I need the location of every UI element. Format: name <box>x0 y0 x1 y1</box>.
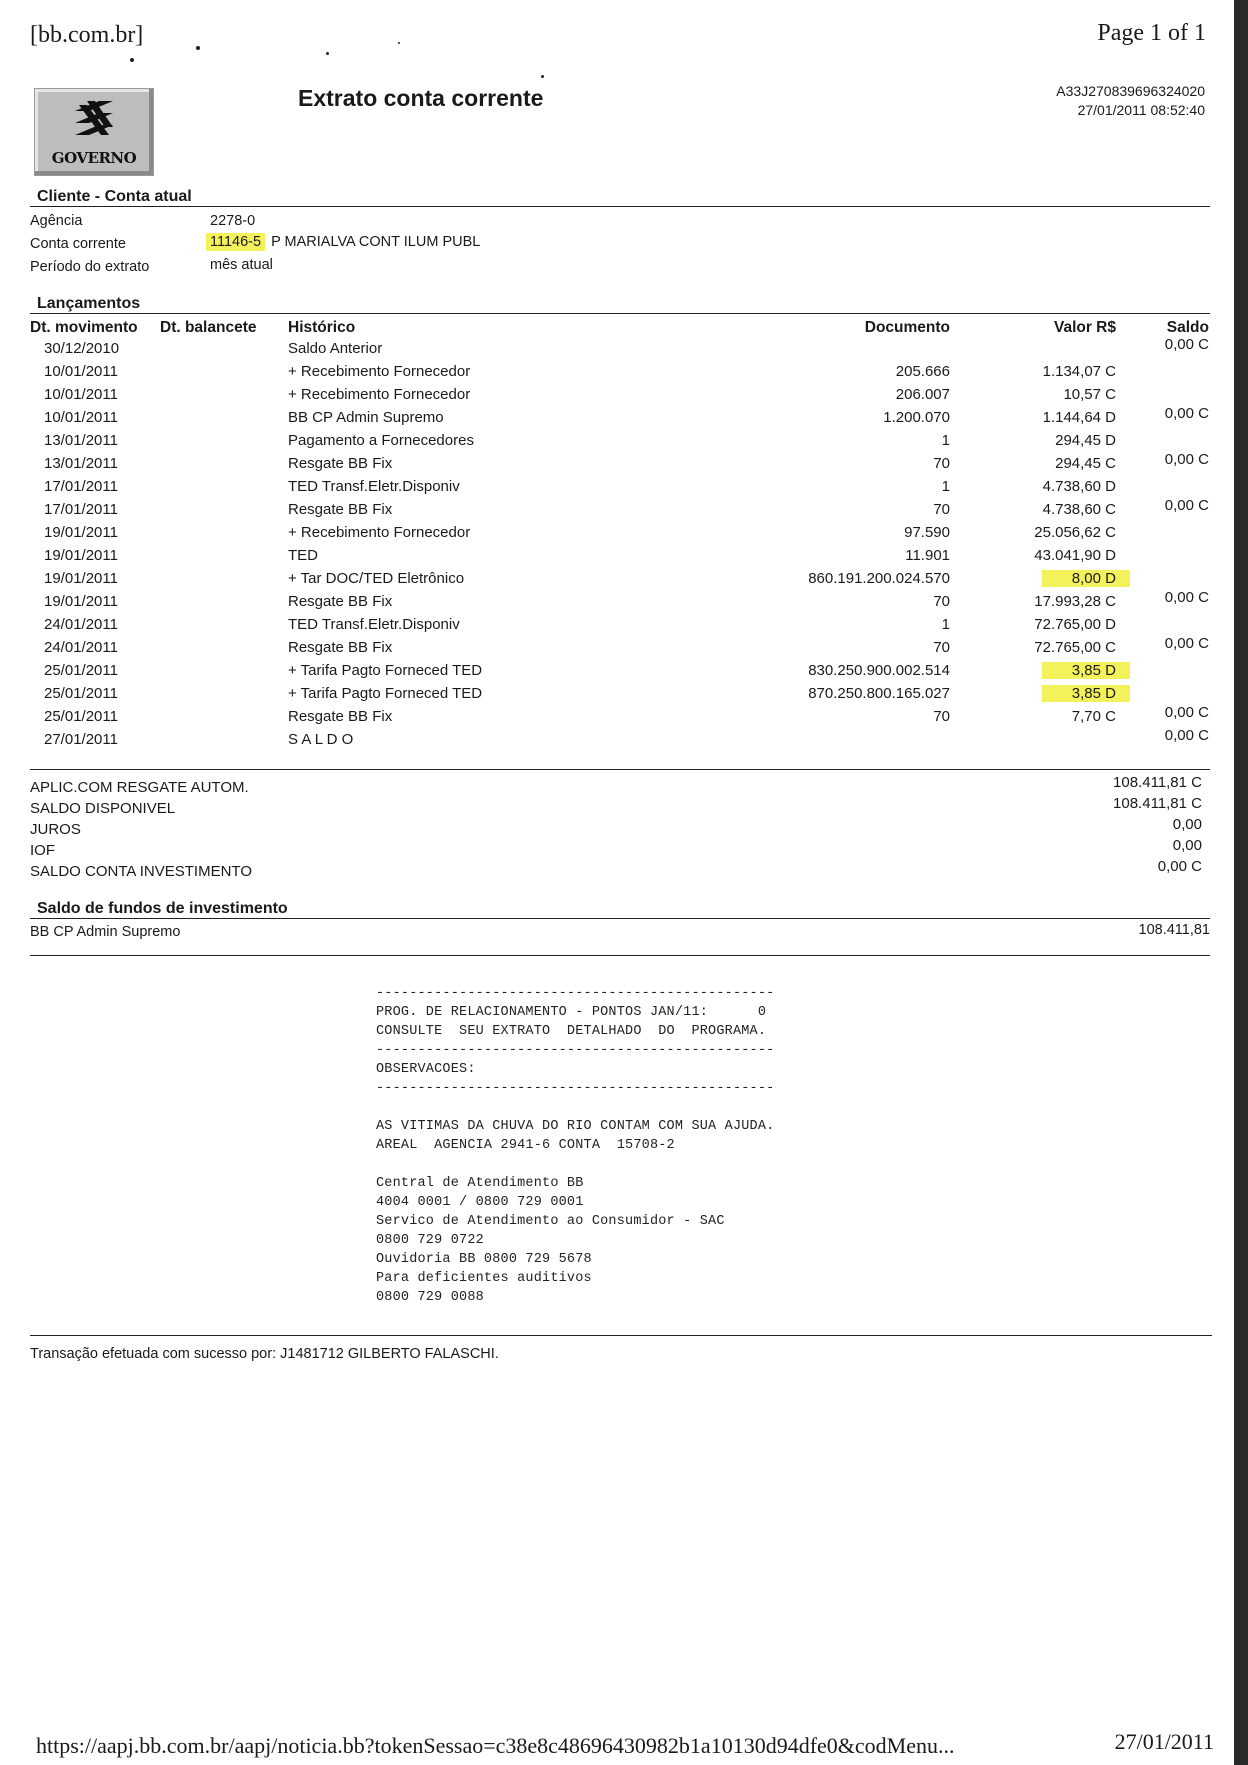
cell-documento: 205.666 <box>895 363 950 380</box>
cell-saldo: 0,00 C <box>1164 405 1209 422</box>
col-historico: Histórico <box>288 319 356 336</box>
cell-historico: + Recebimento Fornecedor <box>288 524 471 541</box>
table-row <box>0 570 1248 592</box>
cell-historico: TED Transf.Eletr.Disponiv <box>288 616 460 633</box>
cell-historico: + Recebimento Fornecedor <box>288 386 471 403</box>
table-row <box>0 616 1248 638</box>
cell-dt-movimento: 19/01/2011 <box>44 547 118 564</box>
bb-logo-icon <box>69 97 119 147</box>
cell-dt-movimento: 24/01/2011 <box>44 616 118 633</box>
cell-valor: 3,85 D <box>1042 685 1130 702</box>
fundo-name: BB CP Admin Supremo <box>30 924 181 940</box>
table-row <box>0 727 1248 753</box>
col-dt-balancete: Dt. balancete <box>160 319 257 336</box>
cell-dt-movimento: 27/01/2011 <box>44 731 118 748</box>
cell-valor: 10,57 C <box>1063 386 1116 403</box>
cell-dt-movimento: 17/01/2011 <box>44 478 118 495</box>
cell-documento: 1 <box>941 616 950 633</box>
periodo-value: mês atual <box>210 257 273 273</box>
cell-valor: 7,70 C <box>1071 708 1116 725</box>
cell-documento: 1.200.070 <box>883 409 950 426</box>
table-row <box>0 363 1248 385</box>
section-title-fundos: Saldo de fundos de investimento <box>37 900 288 917</box>
cell-historico: BB CP Admin Supremo <box>288 409 444 426</box>
table-row <box>0 478 1248 500</box>
cell-dt-movimento: 19/01/2011 <box>44 593 118 610</box>
relationship-program-notice: ------------------------------------------------ PROG. DE RELACIONAMENTO - PONTOS JAN/11: 0 CONSULTE SEU EXTRATO DETALHADO DO PROGRAMA. ------------------------------------------------ OBSERVACOES: ------------------------------------------------ AS VITIMAS DA CHUVA DO RIO CONTAM COM SUA AJUDA. AREAL AGENCIA 2941-6 CONTA 15708-2 Central de Atendimento BB 4004 0001 / 0800 729 0001 Servico de Atendimento ao Consumidor - SAC 0800 729 0722 Ouvidoria BB 0800 729 5678 Para deficientes auditivos 0800 729 0088 <box>376 986 775 1305</box>
table-row <box>0 662 1248 684</box>
cell-saldo: 0,00 C <box>1164 589 1209 606</box>
cell-valor: 72.765,00 C <box>1034 639 1116 656</box>
cell-historico: Pagamento a Fornecedores <box>288 432 474 449</box>
cell-dt-movimento: 10/01/2011 <box>44 409 118 426</box>
periodo-label: Período do extrato <box>30 259 150 275</box>
cell-historico: + Tarifa Pagto Forneced TED <box>288 662 483 679</box>
summary-value: 0,00 C <box>1157 858 1202 875</box>
divider <box>30 955 1210 956</box>
cell-documento: 1 <box>941 478 950 495</box>
cell-saldo: 0,00 C <box>1164 336 1209 353</box>
table-row <box>0 635 1248 661</box>
cell-historico: Resgate BB Fix <box>288 708 393 725</box>
col-documento: Documento <box>864 319 950 336</box>
cell-saldo: 0,00 C <box>1164 497 1209 514</box>
cell-dt-movimento: 30/12/2010 <box>44 340 120 357</box>
scan-speck <box>398 42 400 44</box>
cell-valor: 8,00 D <box>1042 570 1130 587</box>
cell-valor: 17.993,28 C <box>1034 593 1116 610</box>
cell-documento: 860.191.200.024.570 <box>808 570 950 587</box>
summary-label: APLIC.COM RESGATE AUTOM. <box>30 779 249 796</box>
divider <box>30 313 1210 314</box>
cell-saldo: 0,00 C <box>1164 704 1209 721</box>
cell-documento: 206.007 <box>895 386 950 403</box>
scan-speck <box>541 75 544 78</box>
scan-edge <box>1234 0 1248 1765</box>
conta-label: Conta corrente <box>30 236 126 252</box>
cell-dt-movimento: 25/01/2011 <box>44 685 118 702</box>
cell-valor: 1.144,64 D <box>1042 409 1116 426</box>
cell-documento: 70 <box>933 455 950 472</box>
conta-value <box>206 234 480 250</box>
cell-valor: 1.134,07 C <box>1042 363 1116 380</box>
statement-meta <box>1056 82 1205 120</box>
table-row <box>0 386 1248 408</box>
section-title-cliente: Cliente - Conta atual <box>37 188 192 205</box>
conta-number: 11146-5 <box>206 233 265 251</box>
cell-historico: S A L D O <box>288 731 354 748</box>
cell-historico: Resgate BB Fix <box>288 593 393 610</box>
table-row <box>0 336 1248 362</box>
col-dt-movimento: Dt. movimento <box>30 319 138 336</box>
cell-historico: Resgate BB Fix <box>288 455 393 472</box>
scan-speck <box>196 46 200 50</box>
transaction-confirmation: Transação efetuada com sucesso por: J1481712 GILBERTO FALASCHI. <box>30 1346 499 1362</box>
cell-documento: 97.590 <box>904 524 950 541</box>
site-label: [bb.com.br] <box>30 22 144 48</box>
page-number: Page 1 of 1 <box>1097 20 1206 46</box>
cell-valor: 72.765,00 D <box>1034 616 1116 633</box>
col-saldo: Saldo <box>1166 319 1209 336</box>
cell-documento: 70 <box>933 639 950 656</box>
cell-valor: 25.056,62 C <box>1034 524 1116 541</box>
col-valor: Valor R$ <box>1053 319 1116 336</box>
bb-governo-logo <box>34 88 154 176</box>
cell-valor: 294,45 D <box>1055 432 1116 449</box>
cell-valor: 43.041,90 D <box>1034 547 1116 564</box>
summary-label: JUROS <box>30 821 81 838</box>
cell-documento: 11.901 <box>905 547 950 564</box>
cell-historico: TED Transf.Eletr.Disponiv <box>288 478 460 495</box>
summary-value: 0,00 <box>1172 816 1202 833</box>
cell-dt-movimento: 10/01/2011 <box>44 363 118 380</box>
divider <box>30 1335 1212 1336</box>
cell-saldo: 0,00 C <box>1164 635 1209 652</box>
page-title: Extrato conta corrente <box>298 85 544 111</box>
section-title-lancamentos: Lançamentos <box>37 295 141 312</box>
divider <box>30 918 1210 919</box>
cell-historico: Resgate BB Fix <box>288 639 393 656</box>
cell-documento: 70 <box>933 593 950 610</box>
table-row <box>0 704 1248 730</box>
cell-documento: 1 <box>941 432 950 449</box>
agencia-label: Agência <box>30 213 83 229</box>
table-row <box>0 547 1248 569</box>
scan-speck <box>130 58 134 62</box>
cell-historico: Saldo Anterior <box>288 340 383 357</box>
agencia-value: 2278-0 <box>210 213 256 229</box>
summary-label: IOF <box>30 842 55 859</box>
cell-valor: 4.738,60 C <box>1042 501 1116 518</box>
fundo-value: 108.411,81 <box>1138 922 1210 938</box>
table-row <box>0 432 1248 454</box>
page-url: https://aapj.bb.com.br/aapj/noticia.bb?tokenSessao=c38e8c48696430982b1a10130d94dfe0&codMenu... <box>36 1733 955 1758</box>
divider <box>30 206 1210 207</box>
summary-value: 108.411,81 C <box>1113 774 1202 791</box>
cell-documento: 830.250.900.002.514 <box>808 662 950 679</box>
cell-documento: 870.250.800.165.027 <box>808 685 950 702</box>
cell-dt-movimento: 25/01/2011 <box>44 662 118 679</box>
scan-speck <box>326 52 329 55</box>
summary-value: 108.411,81 C <box>1113 795 1202 812</box>
table-row <box>0 497 1248 523</box>
cell-valor: 3,85 D <box>1042 662 1130 679</box>
reference-code: A33J270839696324020 <box>1056 83 1205 99</box>
table-row <box>0 451 1248 477</box>
cell-dt-movimento: 17/01/2011 <box>44 501 118 518</box>
cell-dt-movimento: 25/01/2011 <box>44 708 118 725</box>
conta-name: P MARIALVA CONT ILUM PUBL <box>271 234 481 250</box>
cell-dt-movimento: 24/01/2011 <box>44 639 118 656</box>
table-row <box>0 685 1248 707</box>
cell-historico: + Tar DOC/TED Eletrônico <box>288 570 465 587</box>
table-header <box>0 319 1248 341</box>
cell-dt-movimento: 13/01/2011 <box>44 432 118 449</box>
cell-dt-movimento: 13/01/2011 <box>44 455 118 472</box>
statement-datetime: 27/01/2011 08:52:40 <box>1077 102 1205 118</box>
logo-text: GOVERNO <box>51 149 137 167</box>
cell-historico: + Tarifa Pagto Forneced TED <box>288 685 483 702</box>
cell-documento: 70 <box>933 501 950 518</box>
print-date: 27/01/2011 <box>1114 1729 1214 1754</box>
table-row <box>0 589 1248 615</box>
summary-label: SALDO DISPONIVEL <box>30 800 176 817</box>
cell-saldo: 0,00 C <box>1164 727 1209 744</box>
table-row <box>0 405 1248 431</box>
cell-documento: 70 <box>933 708 950 725</box>
cell-historico: TED <box>288 547 318 564</box>
cell-historico: + Recebimento Fornecedor <box>288 363 471 380</box>
cell-historico: Resgate BB Fix <box>288 501 393 518</box>
table-row <box>0 524 1248 546</box>
summary-label: SALDO CONTA INVESTIMENTO <box>30 863 252 880</box>
cell-dt-movimento: 19/01/2011 <box>44 570 118 587</box>
cell-dt-movimento: 19/01/2011 <box>44 524 118 541</box>
summary-value: 0,00 <box>1172 837 1202 854</box>
cell-valor: 294,45 C <box>1055 455 1116 472</box>
cell-saldo: 0,00 C <box>1164 451 1209 468</box>
divider <box>30 769 1210 770</box>
cell-valor: 4.738,60 D <box>1042 478 1116 495</box>
cell-dt-movimento: 10/01/2011 <box>44 386 118 403</box>
